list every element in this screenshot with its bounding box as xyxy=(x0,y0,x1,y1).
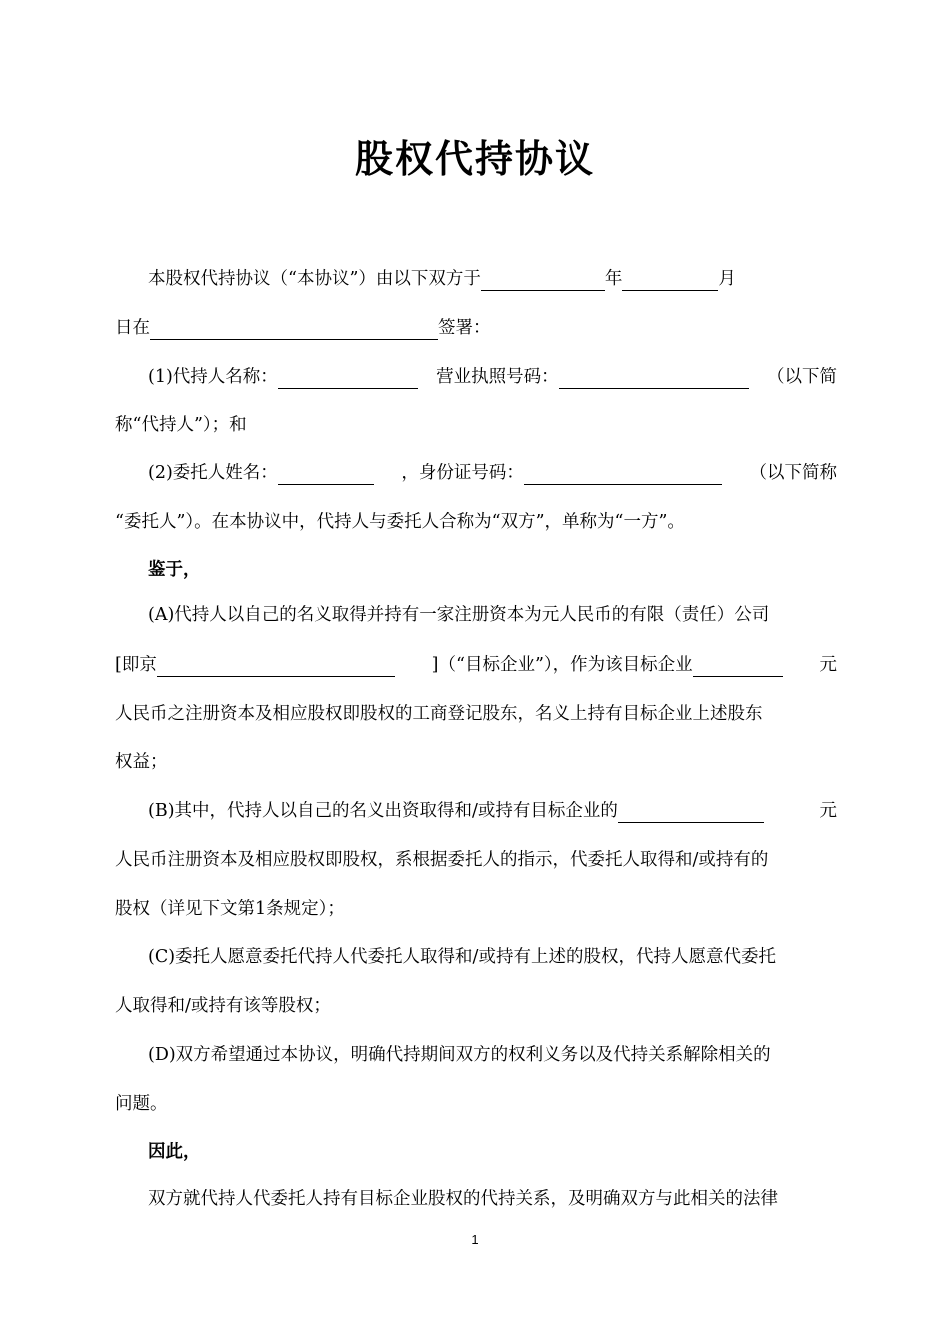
itemB-line-1 xyxy=(148,799,837,823)
capital-blank xyxy=(693,656,783,677)
month-blank xyxy=(622,270,718,291)
page-number: 1 xyxy=(471,1232,479,1247)
itemB-text: (B)其中，代持人以自己的名义出资取得和/或持有目标企业的 xyxy=(148,801,618,821)
itemA-target: ]（“目标企业”），作为该目标企业 xyxy=(431,655,693,675)
principal-name-blank xyxy=(278,464,374,485)
itemD-line-2: 问题。 xyxy=(115,1094,168,1114)
intro-text: 本股权代持协议（“本协议”）由以下双方于 xyxy=(148,269,481,289)
agent-name-blank xyxy=(278,368,418,389)
year-label: 年 xyxy=(604,269,623,289)
document-title: 股权代持协议 xyxy=(354,137,595,181)
signed-label: 签署： xyxy=(438,318,491,338)
intro-line-1 xyxy=(148,267,837,291)
place-blank xyxy=(150,319,438,340)
intro-line-2 xyxy=(115,316,837,340)
day-label: 日在 xyxy=(115,318,150,338)
id-label: ，身份证号码： xyxy=(401,463,524,483)
itemB-line-3: 股权（详见下文第1条规定）； xyxy=(115,899,345,919)
id-blank xyxy=(524,464,722,485)
itemC-line-2: 人取得和/或持有该等股权； xyxy=(115,996,331,1016)
closing-line: 双方就代持人代委托人持有目标企业股权的代持关系，及明确双方与此相关的法律 xyxy=(148,1189,778,1209)
itemA-line-4: 权益； xyxy=(115,752,168,772)
party1-line-2: 称“代持人”）；和 xyxy=(115,415,247,435)
party2-line-1 xyxy=(148,461,837,485)
license-blank xyxy=(559,368,749,389)
itemA-line-2 xyxy=(115,653,837,677)
party2-abbr: （以下简称 xyxy=(749,463,837,483)
itemB-yuan: 元 xyxy=(819,801,837,821)
itemA-prefix: [即京 xyxy=(115,655,157,675)
year-blank xyxy=(481,270,605,291)
company-blank xyxy=(157,656,395,677)
party1-line-1 xyxy=(148,365,837,389)
whereas-heading: 鉴于， xyxy=(148,560,201,580)
license-label: 营业执照号码： xyxy=(436,367,559,387)
party1-abbr: （以下简 xyxy=(766,367,837,387)
itemA-line-3: 人民币之注册资本及相应股权即股权的工商登记股东，名义上持有目标企业上述股东 xyxy=(115,704,763,724)
principal-name-label: (2)委托人姓名： xyxy=(148,463,278,483)
agent-name-label: (1)代持人名称： xyxy=(148,367,278,387)
itemC-line-1: (C)委托人愿意委托代持人代委托人取得和/或持有上述的股权，代持人愿意代委托 xyxy=(148,947,776,967)
itemA-yuan: 元 xyxy=(819,655,837,675)
itemB-line-2: 人民币注册资本及相应股权即股权，系根据委托人的指示，代委托人取得和/或持有的 xyxy=(115,850,769,870)
month-label: 月 xyxy=(718,269,736,289)
itemB-amount-blank xyxy=(618,802,764,823)
therefore-heading: 因此， xyxy=(148,1142,201,1162)
itemA-line-1: (A)代持人以自己的名义取得并持有一家注册资本为元人民币的有限（责任）公司 xyxy=(148,605,770,625)
itemD-line-1: (D)双方希望通过本协议，明确代持期间双方的权利义务以及代持关系解除相关的 xyxy=(148,1045,771,1065)
party2-line-2: “委托人”）。在本协议中，代持人与委托人合称为“双方”，单称为“一方”。 xyxy=(115,512,685,532)
